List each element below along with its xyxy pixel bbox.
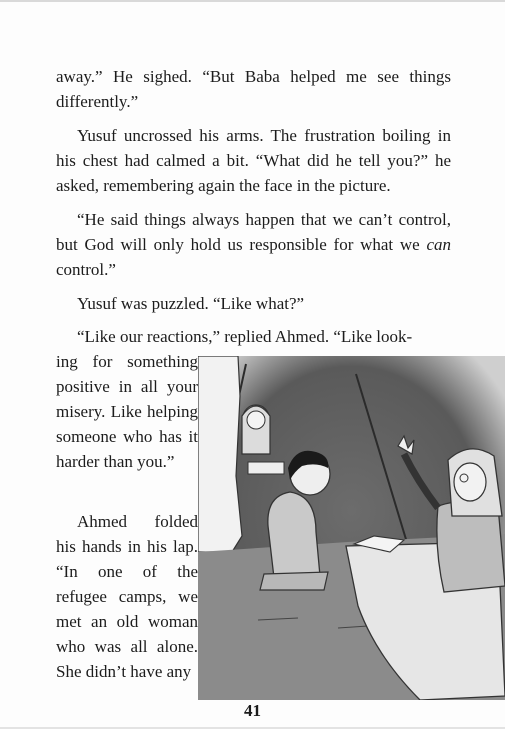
paragraph-4-text: Yusuf was puzzled. “Like what?” (77, 294, 305, 313)
cups-tray (248, 462, 284, 474)
tent-curtain (198, 356, 242, 552)
page-number: 41 (244, 701, 261, 720)
paragraph-3-text: “He said things always happen that we can’t control, but God will only hold us responsible for what we (56, 210, 451, 254)
paragraph-3 (56, 207, 451, 282)
paragraph-5-first-line (56, 324, 451, 349)
emphasis-can: can (426, 235, 451, 254)
paragraph-5-wrap: ing for something positive in all your misery. Like helping someone who has it harder than you.” (56, 352, 198, 471)
paragraph-2 (56, 123, 451, 198)
paragraph-6-text: Ahmed folded his hands in his lap. “In one of the refugee camps, we met an old woman who was all alone. She didn’t have any (56, 512, 198, 681)
paragraph-5-text: “Like our reactions,” replied Ahmed. “Like look- (77, 327, 413, 346)
paragraph-2-text: Yusuf uncrossed his arms. The frustration boiling in his chest had calmed a bit. “What did he tell you?” he asked, remembering again the face in the picture. (56, 126, 451, 195)
paragraph-6 (56, 509, 198, 684)
paragraph-1: away.” He sighed. “But Baba helped me see things differently.” (56, 67, 451, 111)
paragraph-3-end: control.” (56, 260, 116, 279)
top-rule (0, 0, 505, 2)
paragraph-4 (56, 291, 451, 316)
illustration (198, 356, 505, 700)
